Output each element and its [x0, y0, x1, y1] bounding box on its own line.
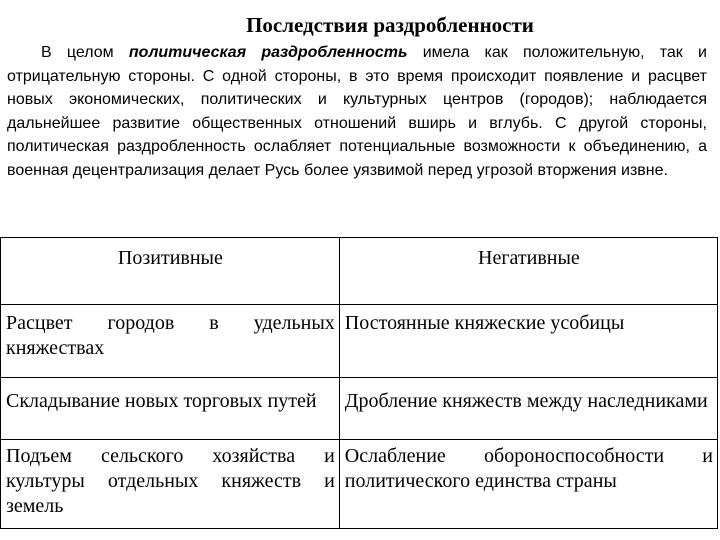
cell-negative: Постоянные княжеские усобицы: [339, 305, 717, 378]
intro-emphasis: политическая раздробленность: [128, 44, 408, 61]
cell-negative: Ослабление обороноспособности и политического единства страны: [339, 440, 717, 529]
intro-lead: В целом: [41, 44, 114, 61]
table-header-row: [1, 238, 718, 305]
cell-positive: Складывание новых торговых путей: [1, 378, 340, 440]
table-row: [1, 378, 718, 440]
header-negative: Негативные: [339, 238, 717, 305]
table-row: [1, 440, 718, 529]
cell-positive: Подъем сельского хозяйства и культуры отдельных княжеств и земель: [1, 440, 340, 529]
cell-positive: Расцвет городов в удельных княжествах: [1, 305, 340, 378]
cell-negative: Дробление княжеств между наследниками: [339, 378, 717, 440]
intro-text: имела как положительную, так и отрицательную стороны. С одной стороны, в это время происходит появление и расцвет новых экономических, политических и культурных центров (городов); наблюдается дальнейшее развитие общественных отношений вширь и вглубь. С другой стороны, политическая раздробленность ослабляет потенциальные возможности к объединению, а военная децентрализация делает Русь более уязвимой перед угрозой вторжения извне.: [7, 44, 707, 179]
page-title: Последствия раздробленности: [246, 13, 534, 37]
table-row: [1, 305, 718, 378]
header-positive: Позитивные: [1, 238, 340, 305]
intro-paragraph: [7, 41, 707, 182]
consequences-table: [0, 237, 718, 529]
